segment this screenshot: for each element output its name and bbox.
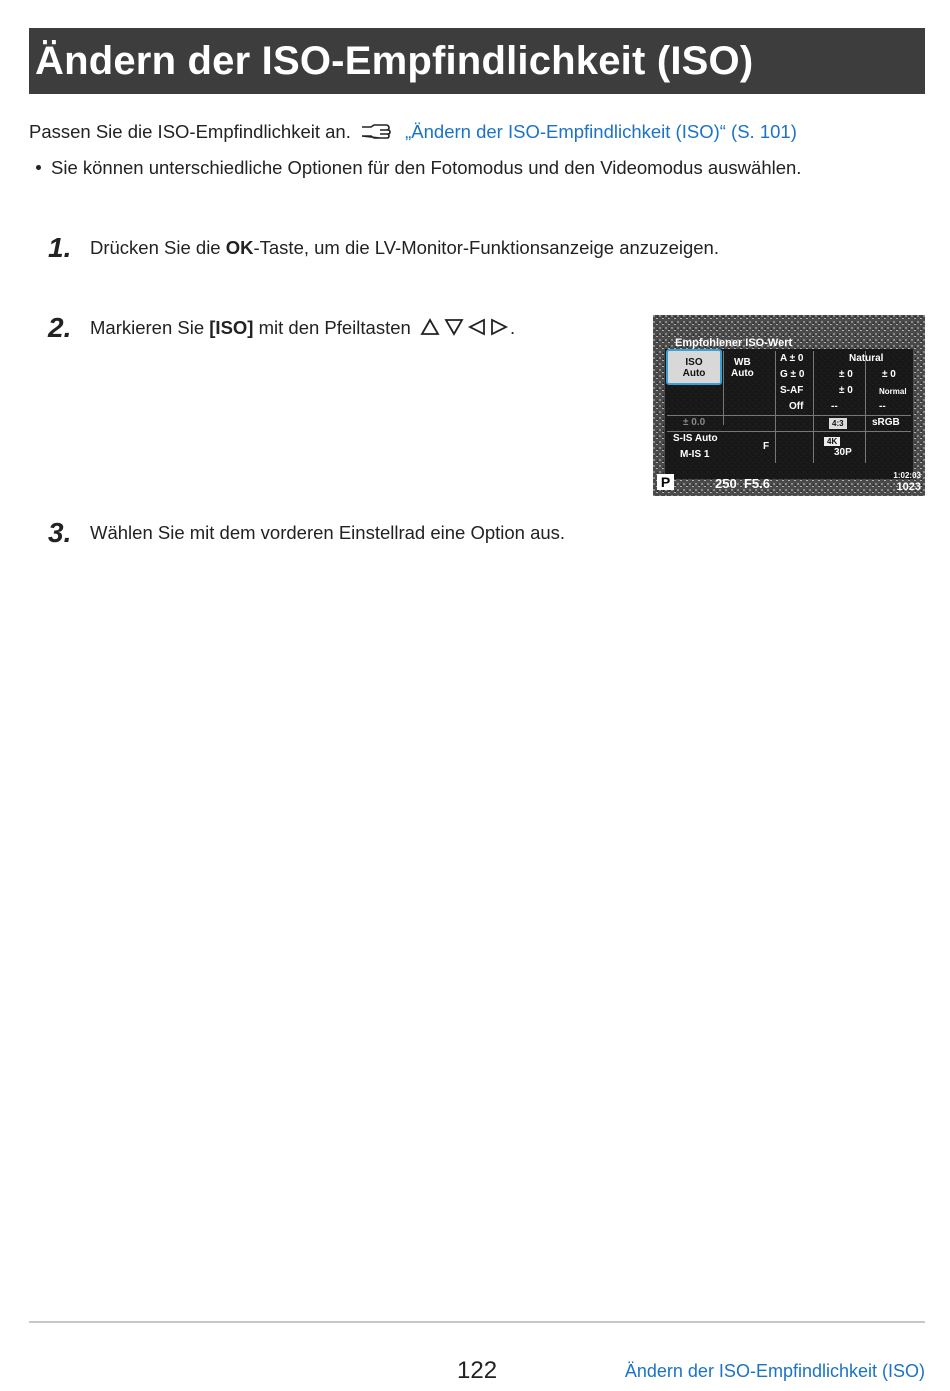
intro-reference-link[interactable]: „Ändern der ISO-Empfindlichkeit (ISO)“ (S. 101) [405,121,797,142]
step-3 [48,517,565,549]
bullet-dot-icon [36,165,41,170]
step-number: 1. [48,232,72,263]
dash-2: -- [879,401,886,412]
intro-line [29,121,797,143]
intro-text: Passen Sie die ISO-Empfindlichkeit an. [29,121,351,142]
gradation[interactable]: Normal [879,387,907,396]
step-number: 2. [48,312,72,343]
title-bar [29,28,925,94]
stabilizer-still[interactable]: S-IS Auto [673,433,718,444]
video-resolution[interactable]: 4K [824,437,840,446]
step-1 [48,232,719,264]
aspect-ratio[interactable]: 4:3 [829,418,847,429]
iso-setting-selected[interactable]: ISO Auto [666,349,722,385]
footer-divider [29,1321,925,1323]
sharpness[interactable]: ± 0 [839,369,853,380]
recording-time: 1:02:03 [893,471,921,480]
video-framerate[interactable]: 30P [834,447,852,458]
dash-1: -- [831,401,838,412]
step-text: Wählen Sie mit dem vorderen Einstellrad eine Option aus. [90,522,566,543]
shots-remaining: 1023 [896,481,921,493]
step-number: 3. [48,517,72,548]
bullet-text: Sie können unterschiedliche Optionen für den Fotomodus und den Videomodus auswählen. [51,157,802,178]
face-priority[interactable]: Off [789,401,804,412]
saturation[interactable]: ± 0 [839,385,853,396]
camera-control-panel-screenshot [653,315,925,496]
bullet-note [36,157,801,179]
wb-green[interactable]: G ± 0 [780,369,805,380]
exposure-values: 250 F5.6 [715,476,770,491]
footer-section-link[interactable]: Ändern der ISO-Empfindlichkeit (ISO) [624,1361,925,1381]
picture-mode[interactable]: Natural [849,353,884,364]
step-text: Drücken Sie die OK-Taste, um die LV-Monitor-Funktionsanzeige anzuzeigen. [90,237,719,258]
color-space[interactable]: sRGB [872,417,900,428]
contrast[interactable]: ± 0 [882,369,896,380]
panel-header: Empfohlener ISO-Wert [675,337,793,349]
page-number: 122 [457,1357,498,1384]
image-quality[interactable]: F [763,441,770,452]
reference-hand-icon [360,123,396,141]
step-2 [48,312,515,344]
arrow-keys-icon [420,318,510,336]
flash-compensation[interactable]: ± 0.0 [683,417,706,428]
wb-amber[interactable]: A ± 0 [780,353,804,364]
stabilizer-movie[interactable]: M-IS 1 [680,449,710,460]
af-mode[interactable]: S-AF [780,385,804,396]
step-text: Markieren Sie [ISO] mit den Pfeiltasten . [90,317,516,338]
wb-setting[interactable]: WB Auto [731,357,754,379]
page-title: Ändern der ISO-Empfindlichkeit (ISO) [35,38,754,83]
shooting-mode: P [657,474,674,490]
